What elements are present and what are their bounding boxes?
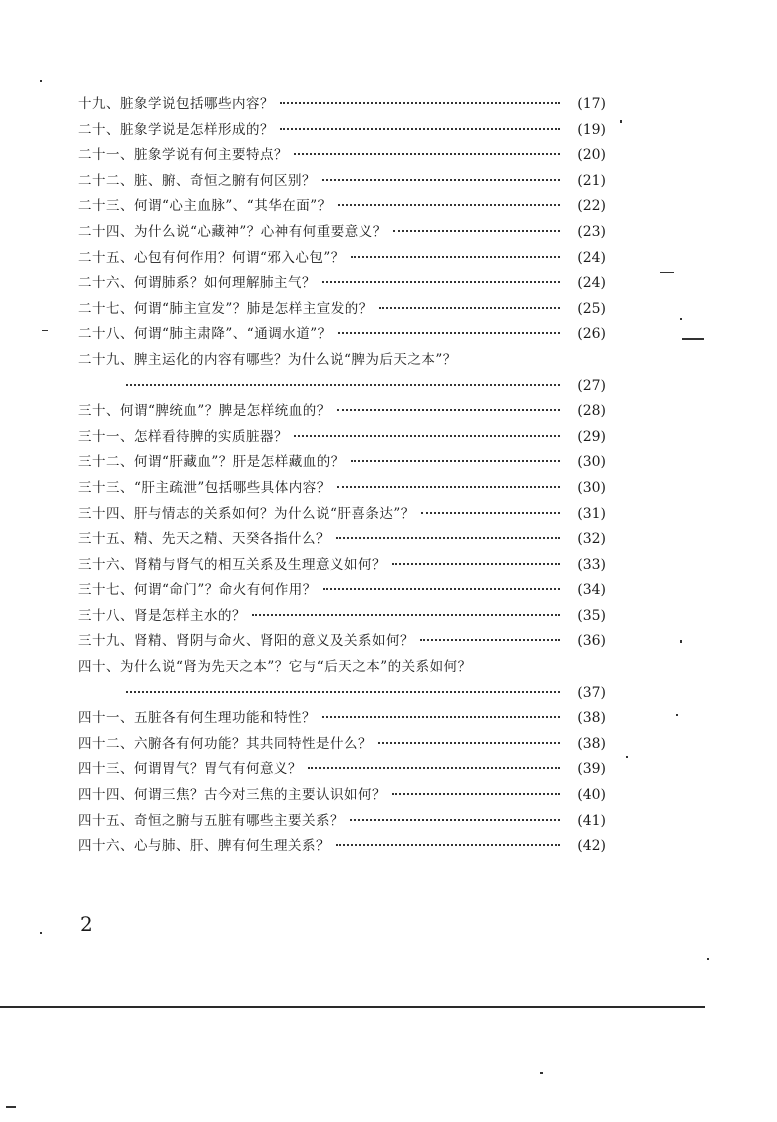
dot-leader [336,537,560,539]
toc-entry-title: 二十五、心包有何作用？何谓“邪入心包”？ [78,249,345,266]
dot-leader [337,409,560,411]
table-of-contents [78,92,606,860]
dot-leader [323,588,560,590]
toc-entry-title: 四十四、何谓三焦？古今对三焦的主要认识如何？ [78,787,386,804]
toc-entry-title: 四十一、五脏各有何生理功能和特性？ [78,710,316,727]
toc-entry-title: 四十三、何谓胃气？胃气有何意义？ [78,761,302,778]
toc-entry-page: (27) [577,377,606,394]
toc-entry-page: (19) [577,121,606,138]
toc-entry-title: 二十八、何谓“肺主肃降”、“通调水道”？ [78,326,332,343]
toc-entry [78,527,606,553]
bottom-rule [0,1006,705,1008]
dot-leader [337,486,560,488]
toc-entry [78,732,606,758]
dot-leader [280,128,560,130]
toc-entry-title: 三十九、肾精、肾阴与命火、肾阳的意义及关系如何？ [78,633,414,650]
toc-entry-title: 四十二、六腑各有何功能？其共同特性是什么？ [78,735,372,752]
toc-entry-title: 二十四、为什么说“心藏神”？心神有何重要意义？ [78,223,387,240]
toc-entry-title: 二十二、脏、腑、奇恒之腑有何区别？ [78,172,316,189]
scan-speck [660,272,674,273]
toc-entry-page: (40) [577,787,606,804]
dot-leader [338,204,560,206]
scan-speck [6,1106,16,1108]
toc-entry [78,578,606,604]
toc-entry-title: 二十一、脏象学说有何主要特点？ [78,147,288,164]
toc-entry-page: (39) [577,761,606,778]
toc-entry [78,399,606,425]
toc-entry [78,118,606,144]
toc-entry-page: (33) [577,556,606,573]
scan-speck [680,640,682,643]
toc-entry-page: (24) [577,275,606,292]
toc-entry-page: (37) [577,684,606,701]
toc-entry [78,271,606,297]
toc-entry-title: 三十五、精、先天之精、天癸各指什么？ [78,531,330,548]
toc-entry [78,169,606,195]
toc-entry-title: 三十四、肝与情志的关系如何？为什么说“肝喜条达”？ [78,505,415,522]
scan-speck [682,338,704,340]
dot-leader [338,332,560,334]
toc-entry [78,757,606,783]
dot-leader [420,639,560,641]
dot-leader [421,512,560,514]
toc-entry [78,502,606,528]
toc-entry [78,92,606,118]
toc-entry [78,425,606,451]
dot-leader [126,691,560,693]
toc-entry [78,629,606,655]
dot-leader [393,230,560,232]
dot-leader [322,281,560,283]
dot-leader [294,153,560,155]
toc-entry-page: (34) [577,582,606,599]
toc-entry-title: 二十、脏象学说是怎样形成的？ [78,121,274,138]
dot-leader [252,614,560,616]
toc-entry-title: 三十八、肾是怎样主水的？ [78,607,246,624]
toc-entry-title: 二十九、脾主运化的内容有哪些？为什么说“脾为后天之本”？ [78,351,457,368]
toc-entry-page: (23) [577,223,606,240]
toc-entry-title: 二十七、何谓“肺主宣发”？肺是怎样主宣发的？ [78,300,373,317]
scan-speck [540,1072,543,1074]
toc-entry-page: (17) [577,96,606,112]
dot-leader [351,256,560,258]
toc-entry [78,553,606,579]
toc-entry-title: 三十二、何谓“肝藏血”？肝是怎样藏血的？ [78,454,345,471]
toc-entry [78,220,606,246]
toc-entry [78,476,606,502]
toc-entry-page: (38) [577,735,606,752]
toc-entry-page: (30) [577,479,606,496]
dot-leader [378,742,560,744]
toc-entry-title: 三十七、何谓“命门”？命火有何作用？ [78,582,317,599]
toc-entry [78,143,606,169]
dot-leader [351,460,560,462]
toc-entry-page: (38) [577,710,606,727]
toc-entry-title: 三十一、怎样看待脾的实质脏器？ [78,428,288,445]
scan-speck [676,714,678,716]
dot-leader [392,793,560,795]
dot-leader [280,102,560,104]
dot-leader [336,844,560,846]
dot-leader [126,384,560,386]
toc-entry-page: (24) [577,249,606,266]
dot-leader [350,819,560,821]
toc-entry-page: (35) [577,607,606,624]
toc-entry [78,297,606,323]
toc-entry-page: (21) [577,172,606,189]
toc-entry-title: 三十六、肾精与肾气的相互关系及生理意义如何？ [78,556,386,573]
toc-entry [78,783,606,809]
dot-leader [322,716,560,718]
dot-leader [294,435,560,437]
toc-entry [78,809,606,835]
toc-entry-title: 三十、何谓“脾统血”？脾是怎样统血的？ [78,403,331,420]
scan-speck [707,958,709,960]
toc-entry-continuation [78,681,606,707]
toc-entry-page: (28) [577,403,606,420]
toc-entry-title: 二十六、何谓肺系？如何理解肺主气？ [78,275,316,292]
toc-entry-title: 十九、脏象学说包括哪些内容？ [78,96,274,112]
scan-speck [620,120,622,123]
toc-entry-continuation [78,374,606,400]
toc-entry-page: (26) [577,326,606,343]
toc-entry [78,655,606,681]
scan-speck [680,318,682,320]
toc-entry [78,706,606,732]
toc-entry-page: (42) [577,838,606,855]
toc-entry-page: (30) [577,454,606,471]
toc-entry-page: (31) [577,505,606,522]
toc-entry [78,834,606,860]
toc-entry [78,604,606,630]
toc-entry [78,322,606,348]
toc-entry-title: 三十三、“肝主疏泄”包括哪些具体内容？ [78,479,331,496]
toc-entry [78,246,606,272]
page-number: 2 [80,912,93,936]
toc-entry [78,194,606,220]
toc-entry [78,450,606,476]
dot-leader [308,767,560,769]
toc-entry-title: 二十三、何谓“心主血脉”、“其华在面”？ [78,198,332,215]
scan-speck [40,932,42,934]
scan-speck [40,80,42,82]
toc-entry-page: (29) [577,428,606,445]
toc-entry-title: 四十六、心与肺、肝、脾有何生理关系？ [78,838,330,855]
toc-entry-title: 四十五、奇恒之腑与五脏有哪些主要关系？ [78,812,344,829]
toc-entry [78,348,606,374]
toc-entry-page: (20) [577,147,606,164]
toc-entry-page: (25) [577,300,606,317]
dot-leader [392,563,560,565]
dot-leader [379,307,560,309]
dot-leader [322,179,560,181]
toc-entry-page: (22) [577,198,606,215]
toc-entry-page: (41) [577,812,606,829]
toc-entry-page: (36) [577,633,606,650]
scan-speck [626,756,628,758]
toc-entry-page: (32) [577,531,606,548]
toc-entry-title: 四十、为什么说“肾为先天之本”？它与“后天之本”的关系如何？ [78,659,472,676]
scan-speck [42,330,48,331]
